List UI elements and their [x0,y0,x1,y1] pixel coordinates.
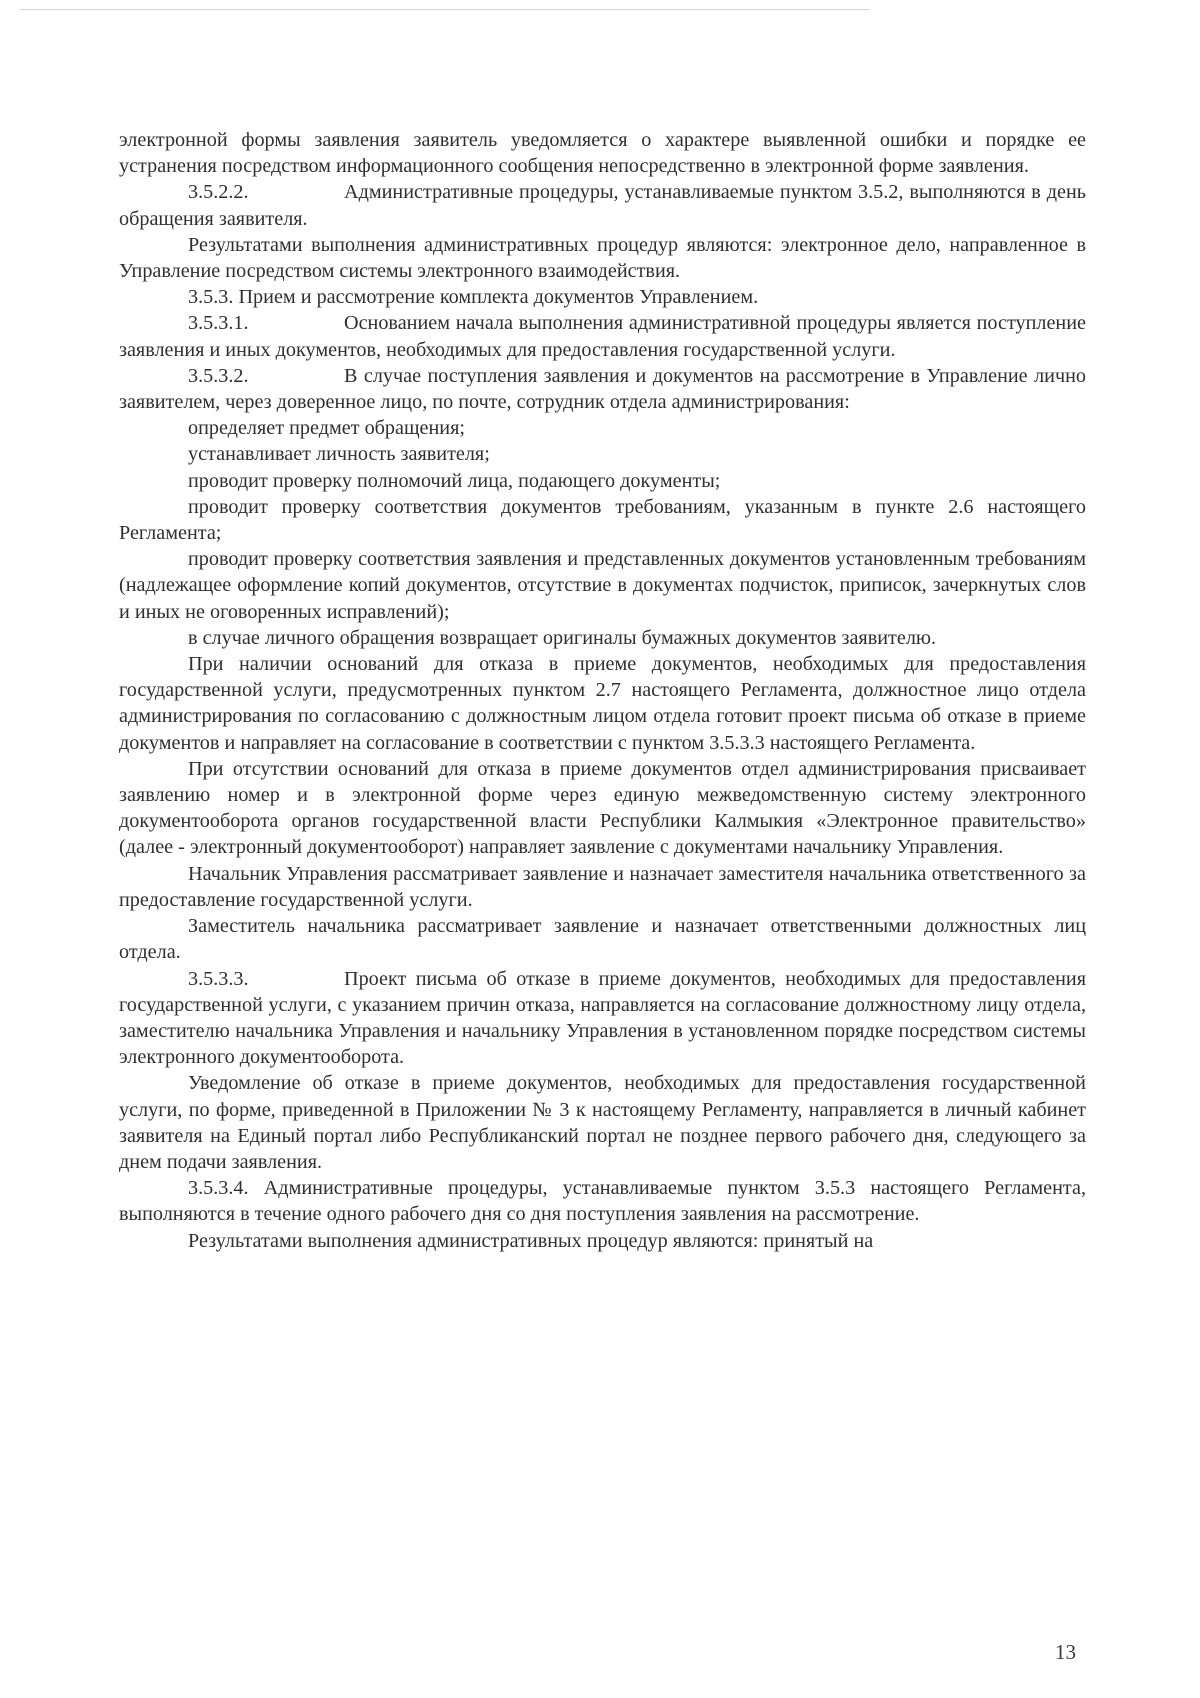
paragraph-no-refusal: При отсутствии оснований для отказа в приеме документов отдел администрирования присваивает заявлению номер и в электронной форме через единую межведомственную систему электронного документооборота органов государственной власти Республики Калмыкия «Электронное правительство» (далее - электронный документооборот) направляет заявление с документами начальнику Управления. [119,757,1086,859]
paragraph-results-3-5-2: Результатами выполнения административных процедур являются: электронное дело, направленное в Управление посредством системы электронного взаимодействия. [119,233,1086,283]
paragraph-continuation: электронной формы заявления заявитель уведомляется о характере выявленной ошибки и порядке ее устранения посредством информационного сообщения непосредственно в электронной форме заявления. [119,129,1086,178]
paragraph-3-5-3-1: 3.5.3.1. Основанием начала выполнения административной процедуры является поступление заявления и иных документов, необходимых для предоставления государственной услуги. [119,312,1086,361]
paragraph-head-review: Начальник Управления рассматривает заявление и назначает заместителя начальника ответственного за предоставление государственной услуги. [119,862,1086,911]
list-item: проводит проверку соответствия заявления и представленных документов установленным требованиям (надлежащее оформление копий документов, отсутствие в документах подчисток, приписок, зачеркнутых слов и иных не оговоренных исправлений); [119,548,1086,623]
paragraph-3-5-3-4: 3.5.3.4. Административные процедуры, устанавливаемые пунктом 3.5.3 настоящего Регламента, выполняются в течение одного рабочего дня со дня поступления заявления на рассмотрение. [119,1177,1086,1226]
paragraph-3-5-2-2: 3.5.2.2. Административные процедуры, устанавливаемые пунктом 3.5.2, выполняются в день обращения заявителя. [119,181,1086,230]
paragraph-deputy-review: Заместитель начальника рассматривает заявление и назначает ответственными должностных лиц отдела. [119,915,1086,964]
list-item: определяет предмет обращения; [188,417,465,440]
paragraph-results-3-5-3: Результатами выполнения административных процедур являются: принятый на [188,1229,874,1252]
scan-artifact-line [20,9,870,10]
list-item: устанавливает личность заявителя; [188,443,490,466]
list-item: в случае личного обращения возвращает оригиналы бумажных документов заявителю. [188,626,937,649]
section-heading-3-5-3: 3.5.3. Прием и рассмотрение комплекта документов Управлением. [188,286,759,309]
paragraph-refusal-grounds: При наличии оснований для отказа в приеме документов, необходимых для предоставления государственной услуги, предусмотренных пунктом 2.7 настоящего Регламента, должностное лицо отдела администрирования по согласованию с должностным лицом отдела готовит проект письма об отказе в приеме документов и направляет на согласование в соответствии с пунктом 3.5.3.3 настоящего Регламента. [119,653,1086,754]
paragraph-3-5-3-2: 3.5.3.2. В случае поступления заявления и документов на рассмотрение в Управление лично заявителем, через доверенное лицо, по почте, сотрудник отдела администрирования: [119,364,1086,414]
list-item: проводит проверку полномочий лица, подающего документы; [188,469,721,492]
list-item: проводит проверку соответствия документов требованиям, указанным в пункте 2.6 настоящего Регламента; [119,495,1086,545]
paragraph-3-5-3-3: 3.5.3.3. Проект письма об отказе в приеме документов, необходимых для предоставления государственной услуги, с указанием причин отказа, направляется на согласование должностному лицу отдела, заместителю начальника Управления и начальнику Управления в установленном порядке посредством системы электронного документооборота. [119,967,1086,1069]
page-number: 13 [1055,1640,1076,1664]
paragraph-notification: Уведомление об отказе в приеме документов, необходимых для предоставления государственной услуги, по форме, приведенной в Приложении № 3 к настоящему Регламенту, направляется в личный кабинет заявителя на Единый портал либо Республиканский портал не позднее первого рабочего дня, следующего за днем подачи заявления. [119,1072,1086,1173]
document-body [119,127,1086,1254]
